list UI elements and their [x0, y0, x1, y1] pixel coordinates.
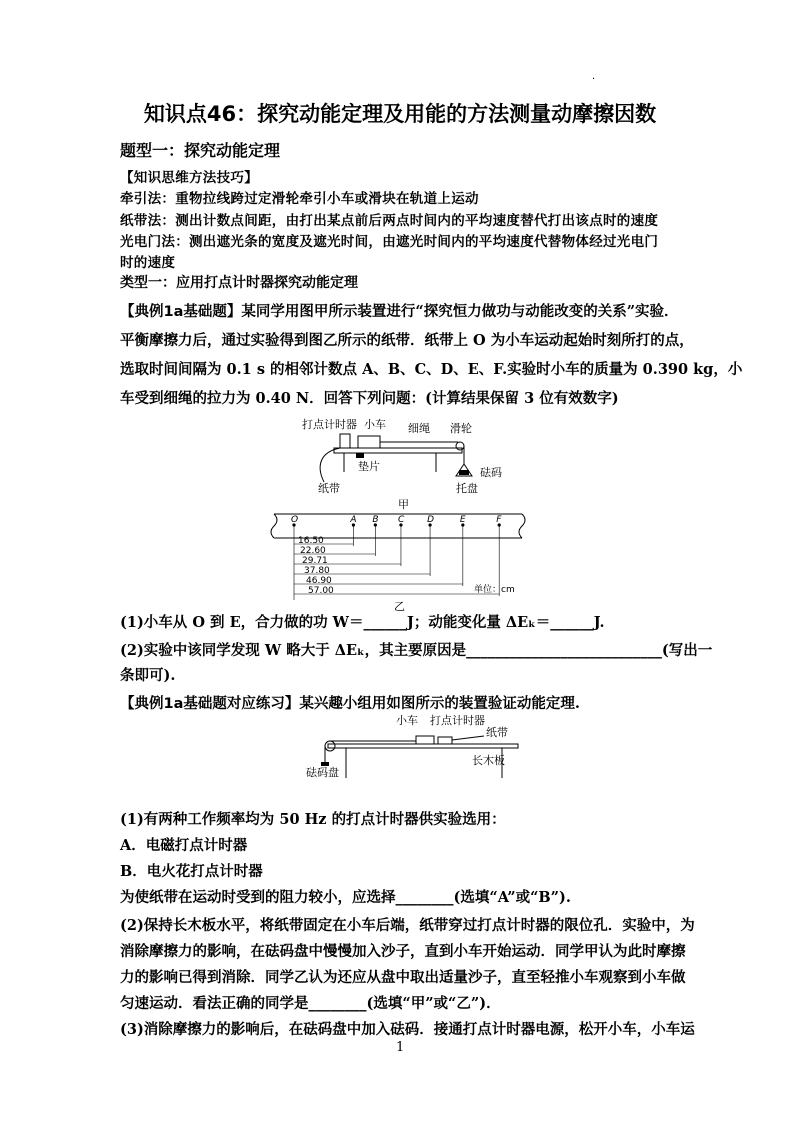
label-cart: 小车 [396, 714, 418, 727]
label-tray: 托盘 [456, 482, 478, 495]
track-board [334, 448, 462, 453]
example-line: 车受到细绳的拉力为 0.40 N．回答下列问题：(计算结果保留 3 位有效数字) [120, 390, 619, 407]
question-1: (1)小车从 O 到 E，合力做的功 W＝______J；动能变化量 ΔEₖ＝______J. [120, 614, 605, 631]
weight-shape [459, 470, 469, 475]
tape-point-label: A [350, 515, 357, 525]
distance-label: 22.60 [300, 546, 326, 556]
cart-shape [358, 436, 380, 448]
tape-point-label: D [427, 515, 435, 525]
tape-point-label: C [397, 515, 405, 525]
tape-point-label: F [496, 515, 502, 525]
tape-point-label: E [459, 515, 466, 525]
label-timer: 打点计时器 [430, 714, 485, 727]
page-title: 知识点46：探究动能定理及用能的方法测量动摩擦因数 [143, 102, 657, 126]
practice-line: (3)消除摩擦力的影响后，在砝码盘中加入砝码．接通打点计时器电源，松开小车，小车运 [120, 1021, 695, 1038]
practice-line: (1)有两种工作频率均为 50 Hz 的打点计时器供实验选用： [120, 811, 506, 828]
tape-point-label: O [291, 515, 299, 525]
distance-label: 16.50 [298, 536, 324, 546]
distance-label: 46.90 [306, 576, 332, 586]
long-board [328, 744, 518, 748]
tip-line: 光电门法：测出遮光条的宽度及遮光时间，由遮光时间内的平均速度代替物体经过光电门 [120, 234, 659, 250]
practice-line [120, 692, 580, 713]
tips-heading: 【知识思维方法技巧】 [120, 170, 258, 186]
pulley-shape [456, 442, 464, 450]
timer-shape [340, 434, 350, 448]
label-pulley: 滑轮 [450, 422, 472, 435]
label-tape: 纸带 [486, 726, 508, 739]
tip-line: 纸带法：测出计数点间距，由打出某点前后两点时间内的平均速度替代打出该点时的速度 [120, 213, 659, 229]
label-board: 长木板 [472, 754, 505, 767]
tape-figure-yi [270, 508, 526, 616]
label-cart: 小车 [364, 418, 386, 431]
pulley-shape [325, 741, 335, 751]
label-weight: 砝码 [480, 466, 502, 479]
label-timer: 打点计时器 [302, 418, 357, 431]
pad-shape [356, 453, 364, 458]
practice-line: 为使纸带在运动时受到的阻力较小，应选择________(选填“A”或“B”). [120, 889, 571, 906]
cart-shape [416, 736, 434, 744]
practice-tag: 【典例1a基础题对应练习】 [120, 696, 300, 712]
example-text: 某同学用图甲所示装置进行“探究恒力做功与动能改变的关系”实验． [241, 303, 679, 320]
apparatus-figure-jia [300, 412, 520, 512]
tip-line: 牵引法：重物拉线跨过定滑轮牵引小车或滑块在轨道上运动 [120, 191, 479, 207]
example-line [120, 300, 679, 321]
label-tray: 砝码盘 [306, 766, 339, 779]
practice-intro: 某兴趣小组用如图所示的装置验证动能定理. [299, 695, 580, 712]
distance-label: 37.80 [304, 566, 330, 576]
practice-line: 匀速运动．看法正确的同学是________(选填“甲”或“乙”)． [120, 995, 501, 1012]
label-tape: 纸带 [318, 482, 340, 495]
tape-point-label: B [372, 515, 379, 525]
tape-shape [452, 736, 484, 740]
type-heading: 类型一：应用打点计时器探究动能定理 [120, 275, 358, 291]
tape-right-edge [519, 514, 525, 538]
question-2-cont: 条即可). [120, 667, 176, 684]
tip-line: 时的速度 [120, 255, 176, 271]
practice-line: A．电磁打点计时器 [120, 837, 248, 854]
practice-line: 消除摩擦力的影响，在砝码盘中慢慢加入沙子，直到小车开始运动．同学甲认为此时摩擦 [120, 943, 686, 960]
section-heading: 题型一：探究动能定理 [120, 141, 281, 160]
page-number: 1 [396, 1040, 405, 1055]
practice-apparatus-figure [306, 712, 526, 784]
distance-label: 29.71 [302, 556, 328, 566]
tape-left-edge [271, 514, 277, 538]
practice-line: 力的影响已得到消除．同学乙认为还应从盘中取出适量沙子，直至轻推小车观察到小车做 [120, 969, 686, 986]
unit-label: 单位：cm [474, 585, 515, 595]
timer-shape [438, 737, 452, 744]
practice-line: B．电火花打点计时器 [120, 863, 263, 880]
example-line: 平衡摩擦力后，通过实验得到图乙所示的纸带．纸带上 O 为小车运动起始时刻所打的点， [120, 332, 694, 349]
example-tag: 【典例1a基础题】 [120, 304, 242, 320]
figure-caption-yi: 乙 [394, 600, 405, 613]
figure-caption-jia: 甲 [398, 498, 409, 511]
label-string: 细绳 [408, 422, 430, 435]
label-pad: 垫片 [358, 460, 380, 473]
practice-line: (2)保持长木板水平，将纸带固定在小车后端，纸带穿过打点计时器的限位孔．实验中，为 [120, 917, 695, 934]
question-2: (2)实验中该同学发现 W 略大于 ΔEₖ，其主要原因是___________________________(写出一 [120, 642, 713, 659]
example-line: 选取时间间隔为 0.1 s 的相邻计数点 A、B、C、D、E、F.实验时小车的质量为 0.390 kg，小 [120, 361, 743, 378]
distance-label: 57.00 [308, 586, 334, 596]
decorative-dot: · [592, 74, 596, 85]
